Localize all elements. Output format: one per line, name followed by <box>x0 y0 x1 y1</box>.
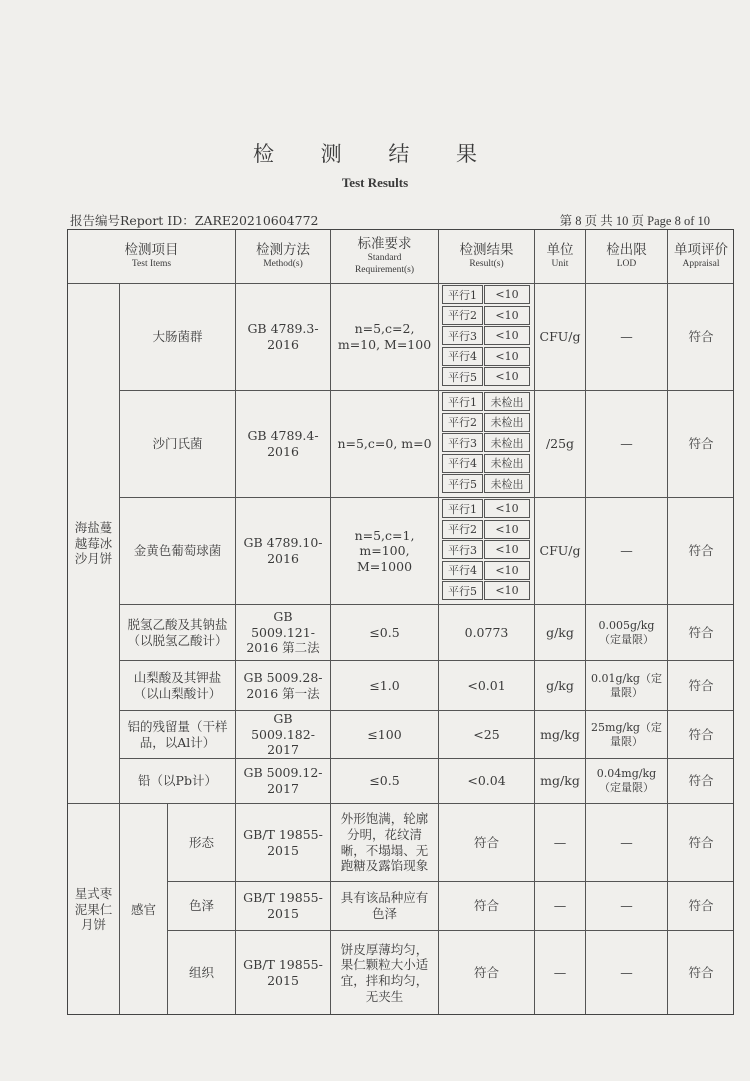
parallel-value: <10 <box>484 326 530 345</box>
test-item-name: 山梨酸及其钾盐（以山梨酸计） <box>119 660 235 710</box>
appraisal: 符合 <box>667 390 734 497</box>
standard-requirement: n=5,c=0, m=0 <box>330 390 438 497</box>
parallel-value: <10 <box>484 520 530 539</box>
test-result: <25 <box>438 710 534 758</box>
lod: — <box>585 930 667 1015</box>
lod: — <box>585 390 667 497</box>
parallel-label: 平行3 <box>442 326 483 345</box>
test-result: 0.0773 <box>438 604 534 660</box>
standard-requirement: ≤0.5 <box>330 604 438 660</box>
unit: g/kg <box>534 604 585 660</box>
standard-requirement: ≤1.0 <box>330 660 438 710</box>
sensory-label: 感官 <box>119 803 167 1015</box>
parallel-label: 平行2 <box>442 413 483 432</box>
header-lod: 检出限 LOD <box>585 229 667 283</box>
parallel-value: <10 <box>484 540 530 559</box>
unit: CFU/g <box>534 497 585 604</box>
parallel-label: 平行1 <box>442 499 483 518</box>
appraisal: 符合 <box>667 710 734 758</box>
lod: 25mg/kg（定量限） <box>585 710 667 758</box>
test-result: <0.04 <box>438 758 534 803</box>
test-method: GB 5009.28-2016 第一法 <box>235 660 330 710</box>
results-table <box>67 229 734 1015</box>
parallel-label: 平行4 <box>442 454 483 473</box>
test-item-name: 沙门氏菌 <box>119 390 235 497</box>
parallel-value: <10 <box>484 367 530 386</box>
test-result: <0.01 <box>438 660 534 710</box>
appraisal: 符合 <box>667 803 734 881</box>
standard-requirement: ≤0.5 <box>330 758 438 803</box>
unit: g/kg <box>534 660 585 710</box>
test-method: GB 4789.10-2016 <box>235 497 330 604</box>
test-item-name: 铅（以Pb计） <box>119 758 235 803</box>
report-id: 报告编号Report ID：ZARE20210604772 <box>70 213 319 228</box>
parallel-label: 平行1 <box>442 285 483 304</box>
parallel-value: 未检出 <box>484 433 530 452</box>
parallel-label: 平行5 <box>442 581 483 600</box>
parallel-value: 未检出 <box>484 392 530 411</box>
lod: 0.005g/kg（定量限） <box>585 604 667 660</box>
unit: CFU/g <box>534 283 585 390</box>
parallel-value: <10 <box>484 561 530 580</box>
appraisal: 符合 <box>667 930 734 1015</box>
unit: — <box>534 930 585 1015</box>
test-method: GB/T 19855-2015 <box>235 930 330 1015</box>
test-result: 符合 <box>438 881 534 930</box>
test-method: GB 4789.4-2016 <box>235 390 330 497</box>
header-method: 检测方法 Method(s) <box>235 229 330 283</box>
parallel-label: 平行4 <box>442 561 483 580</box>
parallel-value: <10 <box>484 306 530 325</box>
standard-requirement: ≤100 <box>330 710 438 758</box>
standard-requirement: n=5,c=2, m=10, M=100 <box>330 283 438 390</box>
test-result: 符合 <box>438 803 534 881</box>
lod: — <box>585 497 667 604</box>
parallel-value: <10 <box>484 581 530 600</box>
header-unit: 单位 Unit <box>534 229 585 283</box>
test-item-name: 大肠菌群 <box>119 283 235 390</box>
unit: — <box>534 881 585 930</box>
page-number: 第 8 页 共 10 页 Page 8 of 10 <box>559 214 710 228</box>
parallel-label: 平行2 <box>442 520 483 539</box>
test-method: GB 5009.121-2016 第二法 <box>235 604 330 660</box>
lod: — <box>585 881 667 930</box>
standard-requirement: 外形饱满，轮廓分明，花纹清晰，不塌塌、无跑糖及露馅现象 <box>330 803 438 881</box>
page-title-en: Test Results <box>341 175 409 190</box>
standard-requirement: 饼皮厚薄均匀，果仁颗粒大小适宜，拌和均匀，无夹生 <box>330 930 438 1015</box>
parallel-label: 平行3 <box>442 540 483 559</box>
page-title-cn: 检 测 结 果 <box>252 142 498 166</box>
parallel-value: <10 <box>484 499 530 518</box>
unit: /25g <box>534 390 585 497</box>
header-item: 检测项目 Test Items <box>67 229 235 283</box>
test-method: GB 5009.12-2017 <box>235 758 330 803</box>
standard-requirement: 具有该品种应有色泽 <box>330 881 438 930</box>
test-method: GB/T 19855-2015 <box>235 803 330 881</box>
sensory-item-name: 色泽 <box>167 881 235 930</box>
parallel-label: 平行3 <box>442 433 483 452</box>
lod: — <box>585 283 667 390</box>
unit: mg/kg <box>534 710 585 758</box>
header-appraisal: 单项评价 Appraisal <box>667 229 734 283</box>
parallel-value: 未检出 <box>484 413 530 432</box>
header-result: 检测结果 Result(s) <box>438 229 534 283</box>
test-item-name: 铝的残留量（干样品，以Al计） <box>119 710 235 758</box>
appraisal: 符合 <box>667 758 734 803</box>
test-result: 符合 <box>438 930 534 1015</box>
parallel-label: 平行1 <box>442 392 483 411</box>
header-standard: 标准要求 Standard Requirement(s) <box>330 229 438 283</box>
lod: — <box>585 803 667 881</box>
parallel-label: 平行5 <box>442 474 483 493</box>
appraisal: 符合 <box>667 660 734 710</box>
lod: 0.04mg/kg（定量限） <box>585 758 667 803</box>
parallel-value: <10 <box>484 347 530 366</box>
test-item-name: 金黄色葡萄球菌 <box>119 497 235 604</box>
parallel-value: 未检出 <box>484 454 530 473</box>
standard-requirement: n=5,c=1, m=100, M=1000 <box>330 497 438 604</box>
parallel-label: 平行5 <box>442 367 483 386</box>
parallel-label: 平行2 <box>442 306 483 325</box>
appraisal: 符合 <box>667 604 734 660</box>
parallel-label: 平行4 <box>442 347 483 366</box>
sensory-item-name: 形态 <box>167 803 235 881</box>
parallel-value: 未检出 <box>484 474 530 493</box>
test-method: GB/T 19855-2015 <box>235 881 330 930</box>
test-item-name: 脱氢乙酸及其钠盐（以脱氢乙酸计） <box>119 604 235 660</box>
product-name-2: 星式枣泥果仁月饼 <box>67 803 119 1015</box>
parallel-value: <10 <box>484 285 530 304</box>
test-method: GB 4789.3-2016 <box>235 283 330 390</box>
unit: mg/kg <box>534 758 585 803</box>
appraisal: 符合 <box>667 881 734 930</box>
lod: 0.01g/kg（定量限） <box>585 660 667 710</box>
product-name-1: 海盐蔓越莓冰沙月饼 <box>67 283 119 803</box>
appraisal: 符合 <box>667 283 734 390</box>
unit: — <box>534 803 585 881</box>
test-method: GB 5009.182-2017 <box>235 710 330 758</box>
sensory-item-name: 组织 <box>167 930 235 1015</box>
appraisal: 符合 <box>667 497 734 604</box>
